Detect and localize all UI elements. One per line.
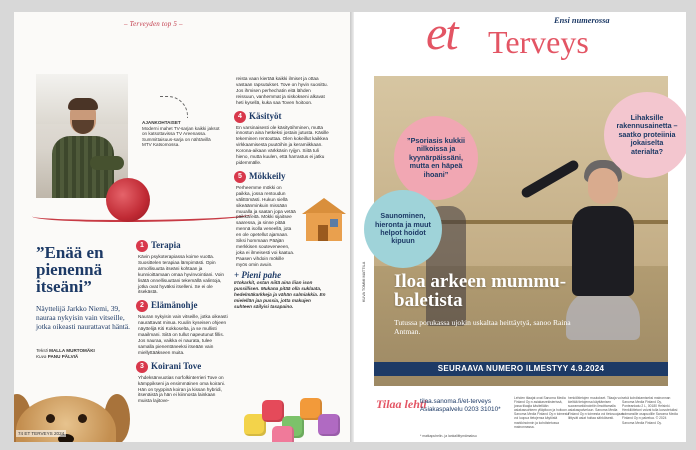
- right-page: [354, 12, 686, 442]
- list-item: [136, 361, 228, 405]
- section-label: – Terveyden top 5 –: [124, 20, 183, 28]
- item-title: Elämänohje: [151, 300, 198, 311]
- page-footer: 74 ET TERVEYS 2024: [18, 431, 65, 436]
- cover-headline: Iloa arkeen mummu-baletista: [394, 271, 567, 311]
- item-body: Perheemme mökki on paikka, jossa rentoudun välittömästi. Hukun siellä sikeäänminkuin missään muualla ja saatan jopa vetää päikkäreitä. Mökki sijaitsee saaressa, ja sinne pitää mennä isolla veneellä, jota en ole opetellut ajamaan. Siksi hommaan Pääjän merkkisen souteveneeen, joka ei ilmeisesti voi kaatua. Paasen vihdoin mökille myös omin avuin.: [236, 184, 296, 267]
- teaser-bubble-psoriasis: ”Psoriasis kukkii nilkoissa ja kyynärpäissäni, mutta en häpeä ihoani”: [394, 116, 478, 200]
- item-title: Mökkeily: [249, 170, 286, 181]
- item-title: Koirani Tove: [151, 360, 202, 371]
- item-number: 5: [234, 171, 246, 183]
- pieni-pahe-title: + Pieni pahe: [234, 269, 282, 280]
- list-item: [136, 300, 228, 355]
- photo-credit: KUVA TOMMI MATTILA: [362, 261, 366, 302]
- item-number: 1: [136, 240, 148, 252]
- article-credits: Teksti MALLA MURTOMÄKI Kuva PANU PÄLVIÄ: [36, 348, 95, 359]
- item-number: 3: [136, 361, 148, 373]
- top5-column-right: [234, 76, 330, 310]
- teaser-bubble-protein: Lihaksille rakennusainetta – saatko proteiinia jokaiselta aterialta?: [604, 92, 686, 178]
- candy-image: [240, 392, 346, 442]
- subscribe-label: Tilaa lehti: [376, 397, 427, 411]
- item-number: 4: [234, 111, 246, 123]
- subscribe-info: [420, 398, 510, 414]
- subscribe-note: * matkapuhelin- ja lankaliittymämaksu: [420, 434, 477, 438]
- logo-terveys: Terveys: [488, 24, 589, 60]
- item-body: En varsinaisesti ole käsityöihminen, mutta innostun aina hetkeksi jostain jutusta. Käsille tekeminen rentouttaa. Olen kokeillut kaikkea virkkaamisesta puutöihin ja keramiikkaan. Korona-aikaan värkkäsin ryijyn. Siitä tuli hieno, mutta kuulen, että harrastus ei jatku pidemmälle.: [236, 124, 329, 165]
- next-issue-banner: SEURAAVA NUMERO ILMESTYY 4.9.2024: [374, 362, 668, 376]
- fine-print: henkilötietojen muutokset. Tilaaja voi kieltää tietojensa käyttämisen suoramarkkinointiin ilmoittamalla asiakaspalveluun. Sanoma Media Finland Oy:n toimesta voi tietosuojaan liittyvät asiat hoitaa sähköisesti.: [568, 396, 624, 421]
- photo-caption: [142, 120, 220, 148]
- pieni-pahe-box: [234, 269, 330, 310]
- logo-et: et: [426, 12, 457, 60]
- list-item: [234, 111, 330, 166]
- teaser-bubble-sauna: Saunominen, hieronta ja muut helpot hoidot kipuun: [364, 190, 442, 268]
- cover-deck: Tutussa porukassa ujokin uskaltaa heittäytyä, sanoo Raina Antman.: [394, 318, 571, 336]
- list-item: [136, 240, 228, 295]
- caption-text: Moderni mahet TV-sarjan kaikki jaksot on katsottavissa TV Areenassa. Summittaisuus-sarja on nähtävillä MTV Katsomossa.: [142, 125, 220, 148]
- continued-text: reista vaan kiertää kaikki ilmiset ja ottaa vastaan rapsutukset. Tove on hyvin suosittu. Jos ihmisen perhechatin eitä lähden reissuun, vanhemmat ja siskokseni alkavat heti kysellä, kuka saa Toven hoitoon.: [236, 76, 328, 105]
- pieni-pahe-body: Irtokarkit, ostan niitä aina liian ison pussillisen. Mukana pitää olla suklaata, hedelmäkarkkeja ja vähän salmiakkia. En mielellän jaa pussia, jotta makujen suhteen säilyisi tasapaino.: [234, 280, 326, 310]
- top5-column-left: [136, 240, 228, 409]
- left-page: [14, 12, 350, 442]
- logo-tagline: Ensi numerossa: [554, 16, 610, 25]
- item-body: Yhdeksänvuotias norfolkinterrieri Tove on kämppikseni ja ensimmäinen oma koirani. Hän on tyyppinä koiran ja kissan hybridi, itsenäistä ja hän ei kiinnosta lainkaan muista lajitove-: [138, 374, 226, 404]
- customer-service: Asiakaspalvelu 0203 31010*: [420, 406, 501, 413]
- item-title: Käsityöt: [249, 110, 282, 121]
- item-body: Kävin psykoterapiassa koime vuotta. Suosittelen terapiaa lämpimästi. Opin armollisuutta itseäni kohtaan ja kunnioittamaan omaa hyvinvointiani. Voin lisätä onnellisuuttani tekemällä valintoja, jotka ovat hyväksi itselleni. Se ei ole itsekästä.: [138, 254, 224, 295]
- yarn-ball-image: [106, 178, 150, 222]
- item-body: Nauran nykyisin vain vitseille, jotka oikeasti naurattavat minua. Kuulin kyseisen ohjeen näyttelijä Kiti Kokkoselta, ja se mullisti maailmani. Siitä on tullut napeutunut fillis. Jos nauraa, vaikka ei naurata, tulee samalla pienentäneeksi itseään vain miellyttääkseen muita.: [138, 314, 228, 355]
- item-number: 2: [136, 300, 148, 312]
- caption-arrow: [160, 96, 188, 118]
- article-lead: Näyttelijä Jarkko Niemi, 39, nauraa nykyisin vain vitseille, jotka oikeasti naurattavat häntä.: [36, 304, 130, 331]
- fine-print: Lehden tilaajat ovat Sanoma Media Finland Oy:n asiakasrekisterissä, jossa tilaajia käsitellään asiakassuhteen ylläpitoon ja hoitoon. Sanoma Media Finland Oy:n toimesta voi luopua tietojensa käytöstä markkinoinnin ja kohdistetussa mainonnassa.: [514, 396, 570, 429]
- portrait-photo: [36, 74, 128, 198]
- article-quote-title: ”Enää en pienennä itseäni”: [36, 243, 104, 296]
- item-title: Terapia: [151, 240, 181, 251]
- fine-print: sekä kohdistamiseksi mainonnan Sanoma Media Finland Oy, Ponteankatu 2 L, 00180 Helsinki. Henkilötietoni voivat tulla luovutetuiksi kolmansille osapuolille Sanoma Media Finland Oy:n palvelua. © 2024 Sanoma Media Finland Oy.: [622, 396, 678, 425]
- caption-heading: AJANKOHTAISET: [142, 120, 181, 125]
- subscribe-url[interactable]: tilaa.sanoma.fi/et-terveys: [420, 398, 492, 405]
- cabin-illustration: [302, 198, 346, 244]
- et-terveys-logo: [426, 12, 646, 72]
